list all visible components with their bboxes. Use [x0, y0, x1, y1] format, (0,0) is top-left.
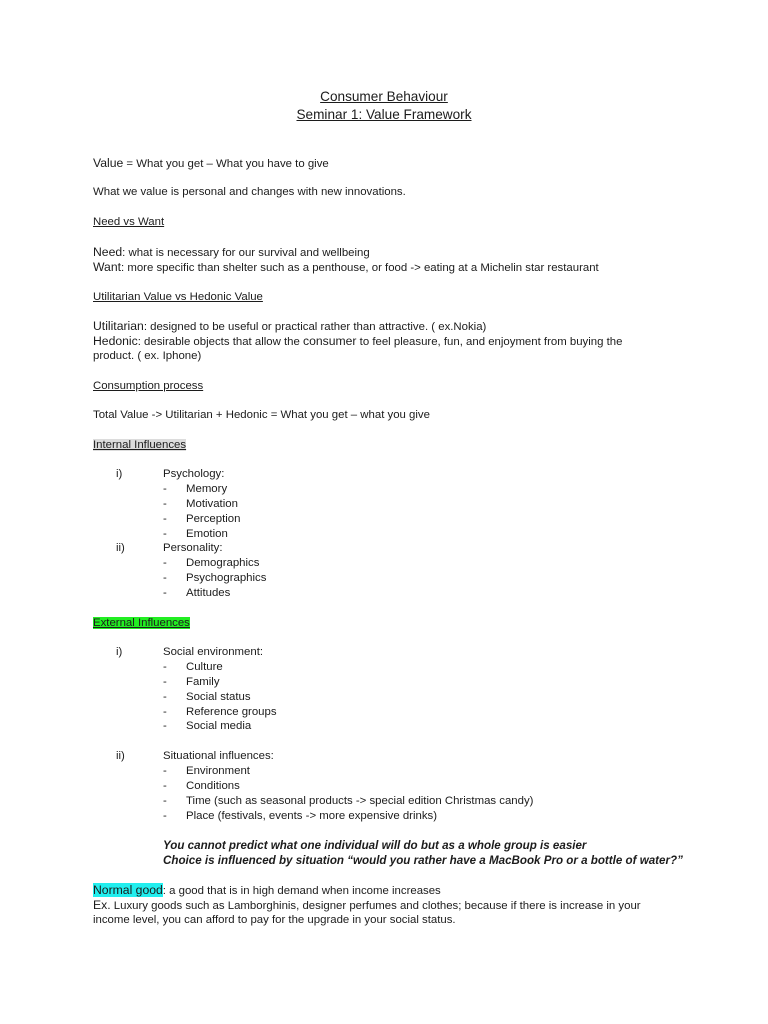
list-item: Environment — [186, 765, 250, 777]
list-item: Culture — [186, 661, 223, 673]
bullet-dash: - — [163, 691, 167, 703]
example-text: Luxury goods such as Lamborghinis, designer perfumes and clothes; because if there is increase in your — [110, 900, 641, 912]
internal-influences-highlight: Internal Influences — [93, 439, 187, 451]
need-want-heading: Need vs Want — [93, 216, 165, 228]
list-item-number: i) — [116, 646, 123, 658]
bullet-dash: - — [163, 720, 167, 732]
want-def-text: : more specific than shelter such as a penthouse, or food -> eating at a Michelin star restaurant — [121, 262, 599, 274]
normal-good-definition — [93, 883, 441, 899]
bullet-dash: - — [163, 780, 167, 792]
bullet-dash: - — [163, 572, 167, 584]
list-item-number: ii) — [116, 542, 125, 554]
hedonic-definition — [93, 334, 622, 350]
normal-good-def-text: : a good that is in high demand when income increases — [162, 885, 441, 897]
list-item: Time (such as seasonal products -> special edition Christmas candy) — [186, 795, 534, 807]
list-item-number: i) — [116, 468, 123, 480]
external-influences-heading — [93, 616, 190, 631]
value-def-text: = What you get – What you have to give — [123, 158, 329, 170]
list-item-label: Social environment: — [163, 646, 264, 658]
hedonic-consumer-term: consumer — [302, 334, 357, 348]
bullet-dash: - — [163, 498, 167, 510]
list-item: Social status — [186, 691, 251, 703]
list-item: Family — [186, 676, 220, 688]
normal-good-example — [93, 898, 641, 914]
need-term: Need — [93, 245, 123, 259]
external-influences-highlight: External Influences — [93, 617, 190, 629]
value-term: Value — [93, 156, 124, 170]
list-item: Motivation — [186, 498, 238, 510]
value-definition — [93, 156, 329, 172]
hedonic-def-continuation: product. ( ex. Iphone) — [93, 350, 202, 362]
internal-influences-heading — [93, 438, 186, 453]
list-item: Place (festivals, events -> more expensive drinks) — [186, 810, 438, 822]
hedonic-def-text-a: : desirable objects that allow the — [137, 336, 303, 348]
list-item: Reference groups — [186, 706, 277, 718]
need-definition — [93, 245, 370, 261]
bullet-dash: - — [163, 810, 167, 822]
bullet-dash: - — [163, 706, 167, 718]
list-item: Memory — [186, 483, 228, 495]
value-personal-text: What we value is personal and changes with new innovations. — [93, 186, 406, 198]
list-item-number: ii) — [116, 750, 125, 762]
list-item-label: Personality: — [163, 542, 223, 554]
need-def-text: : what is necessary for our survival and wellbeing — [122, 247, 370, 259]
list-item: Psychographics — [186, 572, 267, 584]
group-prediction-note: You cannot predict what one individual will do but as a whole group is easier — [163, 839, 587, 852]
bullet-dash: - — [163, 676, 167, 688]
bullet-dash: - — [163, 765, 167, 777]
list-item-label: Situational influences: — [163, 750, 274, 762]
list-item: Emotion — [186, 528, 228, 540]
document-subtitle: Seminar 1: Value Framework — [296, 107, 472, 122]
utilitarian-definition — [93, 319, 486, 335]
bullet-dash: - — [163, 528, 167, 540]
consumption-process-heading: Consumption process — [93, 380, 204, 392]
normal-good-term: Normal good — [93, 883, 163, 897]
bullet-dash: - — [163, 483, 167, 495]
want-definition — [93, 260, 599, 276]
bullet-dash: - — [163, 661, 167, 673]
list-item: Attitudes — [186, 587, 231, 599]
hedonic-def-text-b: to feel pleasure, fun, and enjoyment from buying the — [356, 336, 623, 348]
utilitarian-def-text: : designed to be useful or practical rather than attractive. ( ex.Nokia) — [143, 321, 487, 333]
normal-good-example-continuation: income level, you can afford to pay for the upgrade in your social status. — [93, 914, 456, 926]
hedonic-term: Hedonic — [93, 334, 138, 348]
bullet-dash: - — [163, 557, 167, 569]
want-term: Want — [93, 260, 121, 274]
bullet-dash: - — [163, 795, 167, 807]
list-item: Demographics — [186, 557, 260, 569]
document-title: Consumer Behaviour — [320, 89, 448, 104]
list-item: Conditions — [186, 780, 240, 792]
utilitarian-hedonic-heading: Utilitarian Value vs Hedonic Value — [93, 291, 263, 303]
list-item: Perception — [186, 513, 241, 525]
bullet-dash: - — [163, 513, 167, 525]
total-value-formula: Total Value -> Utilitarian + Hedonic = What you get – what you give — [93, 409, 430, 421]
list-item: Social media — [186, 720, 252, 732]
situation-choice-note: Choice is influenced by situation “would you rather have a MacBook Pro or a bottle of water?” — [163, 854, 683, 867]
utilitarian-term: Utilitarian — [93, 319, 144, 333]
example-term: Ex. — [93, 898, 111, 912]
list-item-label: Psychology: — [163, 468, 225, 480]
bullet-dash: - — [163, 587, 167, 599]
